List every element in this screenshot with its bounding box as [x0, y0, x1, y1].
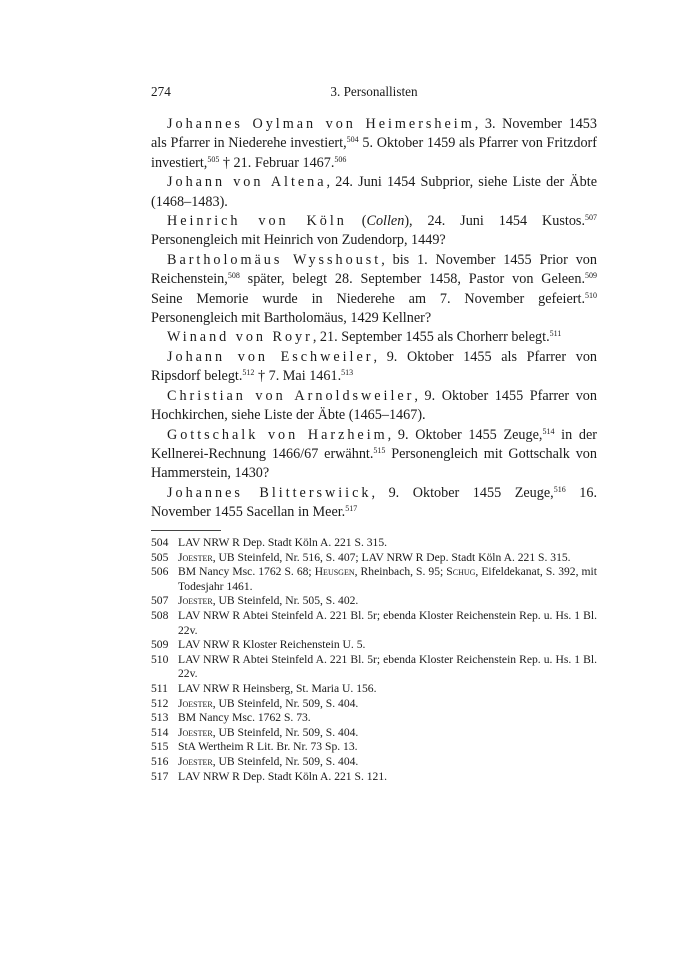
footnote-ref: 507: [585, 213, 597, 223]
person-name: Christian von Arnoldsweiler: [167, 387, 415, 404]
footnote-ref: 509: [585, 271, 597, 281]
footnote-number: 509: [151, 638, 169, 652]
entry-harzheim: Gottschalk von Harzheim, 9. Oktober 1455 Zeuge,$^{514}$ in der Kellnerei-Rechnung 1466/67 erwähnt.$^{515}$ Personengleich mit Gottschalk von Hammerstein, 1430?: [151, 426, 597, 482]
footnote-ref: 510: [585, 290, 597, 300]
person-name: Johann von Eschweiler: [167, 348, 374, 365]
footnote-text: LAV NRW R Dep. Stadt Köln A. 221 S. 121.: [178, 769, 388, 783]
person-name: Gottschalk von Harzheim: [167, 426, 388, 443]
footnote-number: 517: [151, 769, 169, 783]
footnote-text: StA Wertheim R Lit. Br. Nr. 73 Sp. 13.: [178, 740, 358, 754]
author-name: Schug: [446, 565, 476, 579]
footnote-text: Joester, UB Steinfeld, Nr. 509, S. 404.: [178, 725, 359, 739]
person-name: Winand von Royr: [167, 329, 313, 346]
footnote: [151, 638, 597, 653]
page-header: [151, 84, 597, 104]
entry-koeln: Heinrich von Köln (Collen), 24. Juni 1454 Kustos.$^{507}$ Personengleich mit Heinrich von Zudendorp, 1449?: [151, 213, 597, 249]
footnote-text: LAV NRW R Heinsberg, St. Maria U. 156.: [178, 681, 377, 695]
footnote-ref: 511: [549, 329, 562, 339]
footnote: [151, 536, 597, 551]
main-text: [151, 115, 597, 523]
footnote-text: Joester, UB Steinfeld, Nr. 509, S. 404.: [178, 696, 359, 710]
page-number: 274: [151, 84, 171, 99]
footnote: [151, 697, 597, 712]
author-name: Joester: [178, 725, 213, 739]
footnote-number: 515: [151, 740, 169, 754]
footnote-ref: 514: [542, 426, 555, 436]
footnote: [151, 682, 597, 697]
footnote-ref: 513: [341, 368, 354, 378]
footnote-number: 514: [151, 725, 169, 739]
footnote-text: LAV NRW R Abtei Steinfeld A. 221 Bl. 5r; ebenda Kloster Reichenstein Rep. u. Hs. 1 Bl. 22v.: [178, 652, 597, 681]
entry-wysshoust: Bartholomäus Wysshoust, bis 1. November 1455 Prior von Reichenstein,$^{508}$ später, belegt 28. September 1458, Pastor von Geleen.$^{509}$ Seine Memorie wurde in Niederehe am 7. November gefeiert.$^{510}$ Personengleich mit Bartholomäus, 1429 Kellner?: [151, 251, 597, 327]
footnote: [151, 609, 597, 638]
footnote: [151, 726, 597, 741]
author-name: Joester: [178, 696, 213, 710]
person-name: Bartholomäus Wysshoust: [167, 251, 382, 268]
person-name: Johann von Altena: [167, 174, 327, 191]
footnote-ref: 515: [373, 445, 386, 455]
author-name: Joester: [178, 594, 213, 608]
footnotes: [151, 536, 597, 784]
footnote-text: BM Nancy Msc. 1762 S. 73.: [178, 711, 311, 725]
footnote-text: BM Nancy Msc. 1762 S. 68; Heusgen, Rheinbach, S. 95; Schug, Eifeldekanat, S. 392, mit Todesjahr 1461.: [178, 565, 597, 593]
italic-name-variant: Collen: [366, 213, 405, 230]
entry-royr: Winand von Royr, 21. September 1455 als Chorherr belegt.$^{511}$: [167, 329, 562, 346]
footnote-text: LAV NRW R Abtei Steinfeld A. 221 Bl. 5r; ebenda Kloster Reichenstein Rep. u. Hs. 1 Bl. 22v.: [178, 608, 597, 637]
person-name: Johannes Oylman von Heimersheim: [167, 116, 475, 132]
footnote-number: 510: [151, 652, 169, 666]
footnote-ref: 505: [207, 154, 220, 164]
footnote-ref: 516: [553, 484, 566, 494]
author-name: Heusgen: [314, 565, 355, 579]
footnote: [151, 770, 597, 785]
entry-altena: Johann von Altena, 24. Juni 1454 Subprior, siehe Liste der Äbte (1468–1483).: [151, 174, 597, 210]
footnote-ref: 512: [242, 368, 255, 378]
footnote-ref: 504: [346, 135, 359, 145]
footnote: [151, 551, 597, 566]
author-name: Joester: [178, 754, 213, 768]
footnote: [151, 711, 597, 726]
author-name: Joester: [178, 550, 213, 564]
footnote-separator: [151, 530, 221, 531]
footnote-text: LAV NRW R Kloster Reichenstein U. 5.: [178, 638, 366, 652]
footnote: [151, 653, 597, 682]
entry-eschweiler: Johann von Eschweiler, 9. Oktober 1455 als Pfarrer von Ripsdorf belegt.$^{512}$ † 7. Mai 1461.$^{513}$: [151, 348, 598, 385]
footnote-ref: 506: [334, 154, 347, 164]
footnote-number: 516: [151, 754, 169, 768]
person-name: Johannes Blitterswiick: [167, 484, 372, 501]
footnote: [151, 565, 597, 594]
footnote-number: 512: [151, 696, 169, 710]
footnote-ref: 508: [227, 271, 240, 281]
person-name: Heinrich von Köln: [167, 213, 347, 230]
footnote-number: 513: [151, 711, 169, 725]
footnote: [151, 755, 597, 770]
footnote-number: 505: [151, 550, 169, 564]
entry-arnoldsweiler: Christian von Arnoldsweiler, 9. Oktober 1455 Pfarrer von Hochkirchen, siehe Liste der Äbte (1465–1467).: [151, 387, 597, 424]
footnote-number: 508: [151, 608, 169, 622]
footnote: [151, 594, 597, 609]
footnote-number: 507: [151, 594, 169, 608]
footnote-ref: 517: [345, 504, 358, 514]
footnote-number: 504: [151, 536, 169, 549]
footnote-text: LAV NRW R Dep. Stadt Köln A. 221 S. 315.: [178, 536, 388, 549]
footnote-number: 511: [151, 681, 168, 695]
footnote-number: 506: [151, 565, 169, 579]
footnote-text: Joester, UB Steinfeld, Nr. 505, S. 402.: [178, 594, 359, 608]
footnote-text: Joester, UB Steinfeld, Nr. 509, S. 404.: [178, 754, 359, 768]
entry-blitterswiick: Johannes Blitterswiick, 9. Oktober 1455 Zeuge,$^{516}$ 16. November 1455 Sacellan in Meer.$^{517}$: [151, 484, 597, 521]
footnote: [151, 740, 597, 755]
footnote-text: Joester, UB Steinfeld, Nr. 516, S. 407; LAV NRW R Dep. Stadt Köln A. 221 S. 315.: [178, 550, 571, 564]
entry-oylman: Johannes Oylman von Heimersheim, 3. November 1453 als Pfarrer in Niederehe investiert,$^{504}$ 5. Oktober 1459 als Pfarrer von Fritzdorf investiert,$^{505}$ † 21. Februar 1467.$^{506}$: [151, 116, 597, 171]
running-head: 3. Personallisten: [330, 84, 418, 99]
